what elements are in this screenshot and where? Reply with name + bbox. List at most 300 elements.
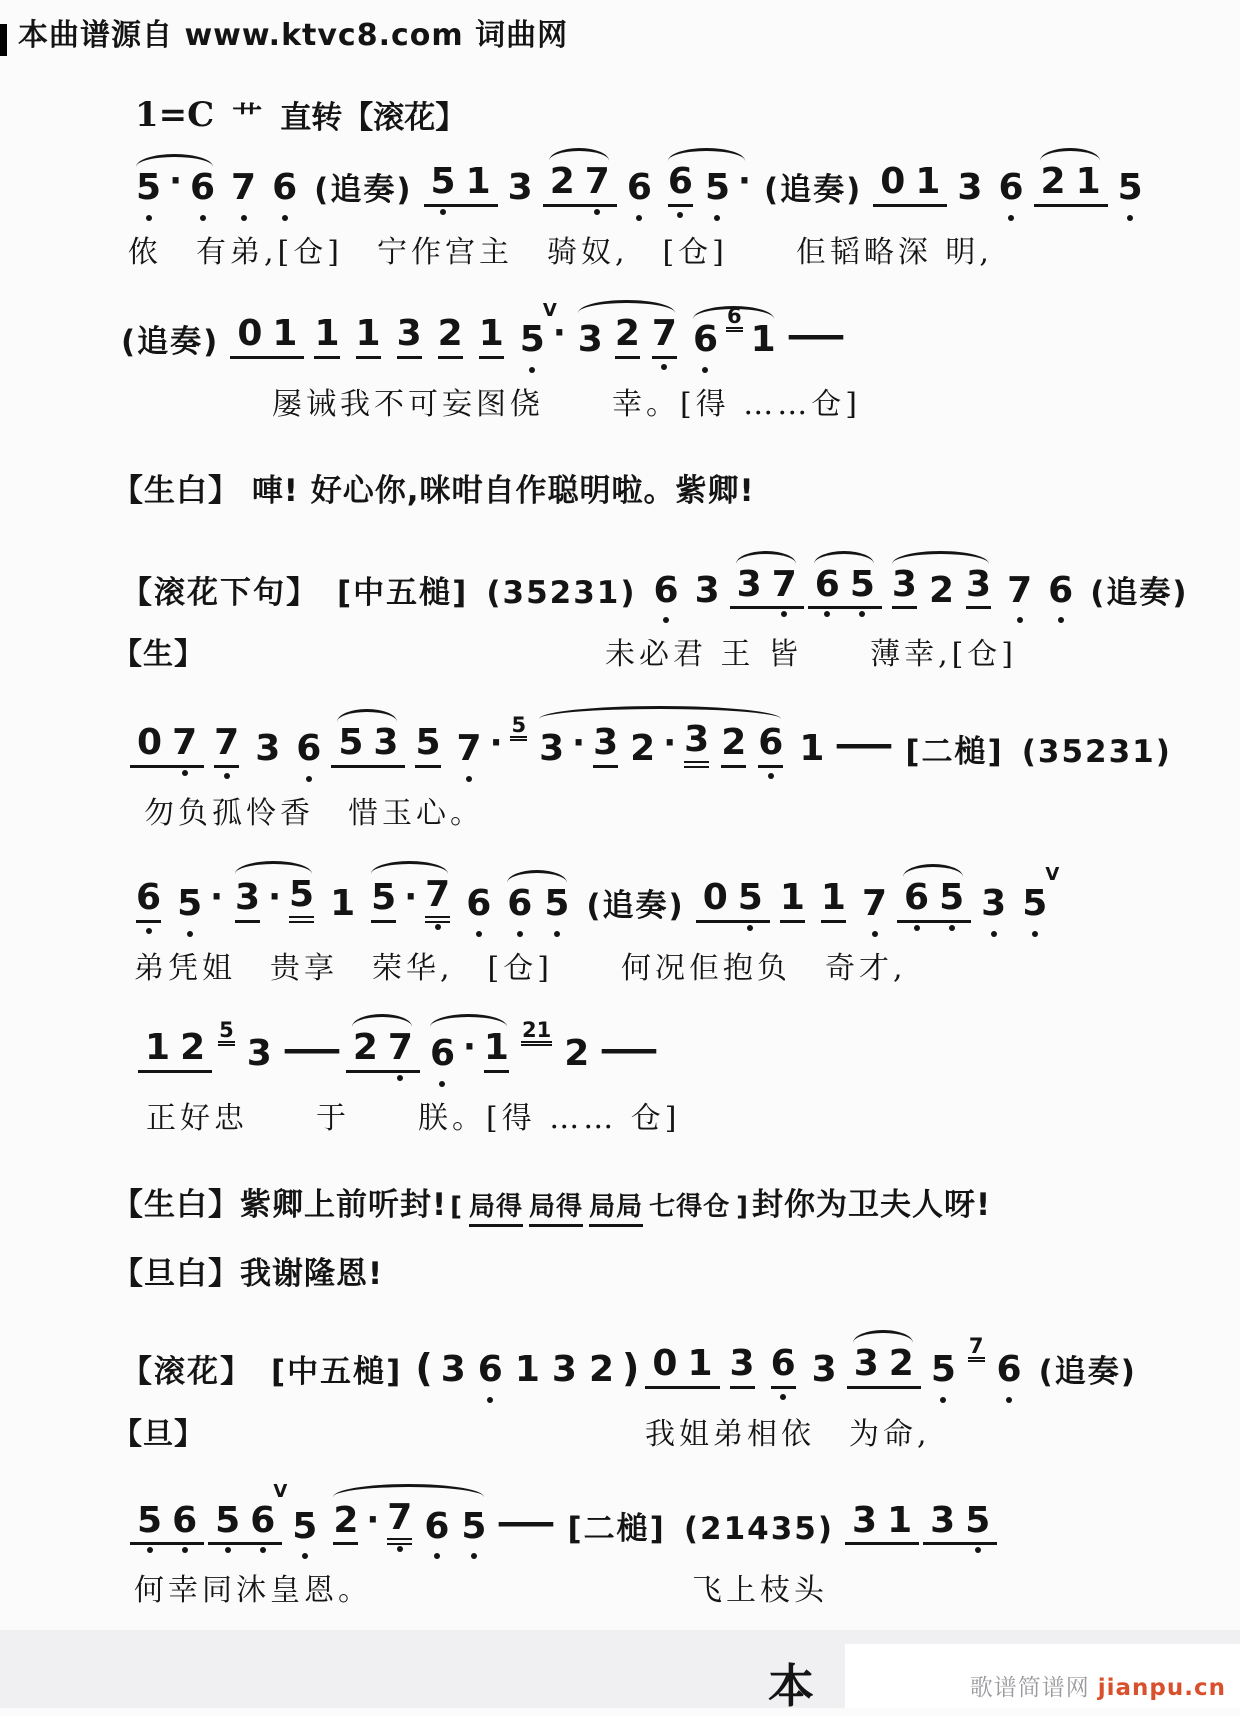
percussion-syllables: 局局	[589, 1192, 643, 1227]
note-number: 5	[415, 722, 441, 764]
note-number: 3	[373, 722, 399, 764]
note-number: 7	[861, 883, 888, 925]
note-number: 6	[814, 563, 840, 605]
music-label: [中五槌]	[337, 574, 469, 611]
note-number: 2	[180, 1026, 206, 1068]
note	[437, 312, 463, 359]
low-octave-dot	[260, 1547, 266, 1553]
low-octave-dot	[147, 1547, 153, 1553]
lyric-line-1	[128, 227, 1240, 271]
note-number: 1	[687, 1342, 713, 1384]
note	[396, 312, 422, 359]
note	[780, 879, 805, 923]
system-6	[136, 1007, 1240, 1137]
note-number: 5	[292, 1505, 318, 1547]
note	[373, 724, 398, 762]
note	[250, 1480, 288, 1541]
augmentation-dot: ·	[489, 722, 503, 763]
note-group	[925, 1348, 962, 1390]
note-number: 6	[477, 1348, 503, 1390]
note-number: 2	[352, 1026, 378, 1068]
note-group	[886, 563, 997, 611]
note-group	[130, 724, 204, 768]
dialog-text: 封你为卫夫人呀!	[751, 1186, 992, 1223]
percussion-syllables: 局得	[469, 1192, 523, 1227]
note-number: 5	[737, 877, 763, 919]
scan-edge-mark	[0, 24, 7, 56]
note	[862, 885, 887, 923]
music-label: (35231)	[1021, 733, 1172, 770]
slur	[668, 148, 745, 161]
note-number: 3	[684, 719, 710, 761]
lyric-line-6	[136, 1093, 1240, 1137]
low-octave-dot	[661, 364, 667, 370]
note-number: 6	[172, 1499, 198, 1541]
role-label: 【生】	[112, 637, 205, 673]
note-number: 3	[593, 722, 619, 764]
low-octave-dot	[554, 931, 560, 937]
note	[544, 885, 569, 923]
note-number: 1	[1075, 161, 1101, 202]
lyrics-right: 飞上枝头	[692, 1573, 828, 1609]
lyric-line-5	[128, 943, 1240, 987]
slur	[1040, 148, 1100, 161]
note	[684, 721, 709, 768]
note	[550, 163, 575, 201]
note	[811, 1348, 837, 1390]
breath-mark: V	[273, 1480, 288, 1502]
note-number: 7	[387, 1026, 413, 1068]
note	[652, 1342, 678, 1384]
note	[771, 563, 797, 605]
note-number: 5	[289, 874, 315, 916]
beam	[230, 312, 304, 359]
note-number: 6	[770, 1342, 796, 1384]
low-octave-dot	[714, 215, 720, 221]
bottom-scan-strip	[0, 1630, 1240, 1713]
note-number: 6	[424, 1505, 450, 1547]
system-2	[112, 293, 1240, 423]
low-octave-dot	[306, 776, 312, 782]
note	[415, 724, 440, 768]
note-number: 6	[727, 303, 742, 328]
note-number: 1	[483, 1026, 509, 1068]
low-octave-dot	[466, 776, 472, 782]
augmentation-dot: ·	[552, 312, 566, 353]
note-number: 7	[584, 161, 610, 202]
note-number: 5	[704, 167, 731, 208]
beam	[130, 724, 204, 768]
note-group	[208, 724, 245, 768]
note-group	[502, 169, 539, 207]
low-octave-dot	[529, 367, 535, 373]
rest-dash: —	[281, 1028, 343, 1070]
note-number: 7	[387, 1496, 413, 1538]
system-7	[112, 1323, 1240, 1453]
low-octave-dot	[1058, 617, 1064, 623]
note	[849, 563, 875, 605]
augmentation-dot: ·	[268, 877, 282, 918]
note-number: 6	[507, 883, 533, 925]
low-octave-dot	[476, 931, 482, 937]
free-meter-symbol: 艹	[232, 100, 263, 136]
low-octave-dot	[302, 1553, 308, 1559]
low-octave-dot	[636, 215, 642, 221]
source-credit: 本曲谱源自 www.ktvc8.com 词曲网	[18, 18, 569, 53]
augmentation-dot: ·	[663, 722, 677, 763]
low-octave-dot	[768, 773, 774, 779]
note-group	[391, 312, 428, 359]
music-label: [中五槌]	[271, 1354, 403, 1391]
note	[314, 312, 340, 359]
low-octave-dot	[949, 925, 955, 931]
note	[799, 730, 824, 768]
note	[1007, 569, 1033, 611]
note-group	[413, 1345, 641, 1390]
breath-mark: V	[542, 299, 557, 321]
note-number: 6	[996, 1348, 1022, 1390]
music-label: (追奏)	[1038, 1354, 1137, 1391]
augmentation-dot: ·	[404, 877, 418, 918]
note	[333, 1499, 359, 1546]
note-number: 0	[880, 161, 906, 202]
note	[190, 169, 215, 207]
grace-note: 21	[521, 1019, 552, 1046]
dialog-text: 【旦白】我谢隆恩!	[112, 1255, 384, 1292]
note-number: 7	[771, 563, 797, 605]
note	[668, 163, 693, 207]
note-number: 5	[338, 722, 364, 764]
note	[814, 563, 840, 605]
note-group	[765, 1342, 802, 1389]
slur	[578, 300, 675, 313]
low-octave-dot	[282, 215, 288, 221]
note-group	[327, 1496, 492, 1547]
key-signature: 1=C	[135, 94, 215, 135]
low-octave-dot	[146, 928, 152, 934]
note-group	[991, 1348, 1028, 1390]
note	[466, 163, 491, 201]
note-number: 3	[440, 1348, 466, 1390]
grace-note: 7	[968, 1335, 985, 1362]
note-group	[1042, 569, 1079, 611]
low-octave-dot	[440, 209, 446, 215]
note-group	[409, 724, 446, 768]
note-group	[648, 569, 685, 611]
note-number: 5	[939, 877, 965, 919]
note-group	[873, 163, 947, 207]
note	[237, 312, 263, 354]
note	[466, 885, 491, 923]
note	[214, 724, 239, 768]
note	[721, 724, 746, 768]
note	[1118, 169, 1143, 207]
note-number: 5	[215, 1499, 241, 1541]
note-group	[473, 312, 510, 359]
note-group	[689, 569, 726, 611]
note-number: 1	[145, 1026, 171, 1068]
note	[330, 885, 355, 923]
low-octave-dot	[434, 1553, 440, 1559]
note-group	[730, 563, 804, 610]
note	[289, 876, 314, 923]
music-label: (35231)	[486, 574, 637, 611]
rest-dash: —	[598, 1028, 660, 1070]
note	[457, 730, 482, 768]
note	[1022, 864, 1060, 925]
music-label: (追奏)	[314, 172, 413, 209]
note-group	[687, 303, 782, 360]
note-number: 0	[137, 722, 163, 764]
slur	[352, 1014, 412, 1027]
note-number: 5	[519, 318, 545, 360]
note-number: 3	[729, 1342, 755, 1384]
music-label: 【滚花】	[121, 1354, 253, 1391]
note	[137, 1499, 163, 1541]
note-number: 3	[694, 569, 720, 611]
note	[853, 1342, 879, 1384]
note	[172, 724, 197, 762]
note-number: 2	[721, 722, 747, 764]
note-number: 6	[429, 1032, 455, 1074]
lyrics: 未必君 王 皆 薄幸,[仓]	[605, 637, 1018, 673]
note-number: 2	[888, 1342, 914, 1384]
note-number: 7	[214, 722, 240, 764]
note-number: 1	[799, 728, 825, 770]
music-label: (追奏)	[1090, 574, 1189, 611]
note-number: 2	[437, 312, 463, 354]
music-label: (追奏)	[586, 888, 685, 925]
note-group	[572, 312, 683, 360]
note	[736, 563, 762, 605]
note-number: 5	[1022, 883, 1048, 925]
note-number: 6	[904, 877, 930, 919]
note	[758, 724, 783, 768]
low-octave-dot	[1006, 1397, 1012, 1403]
low-octave-dot	[677, 212, 683, 218]
low-octave-dot	[182, 770, 188, 776]
note-number: 7	[231, 167, 257, 208]
music-line-8	[128, 1477, 1240, 1564]
note	[694, 569, 720, 611]
augmentation-dot: ·	[572, 722, 586, 763]
note-number: 1	[314, 312, 340, 354]
low-octave-dot	[991, 931, 997, 937]
rest-dash: —	[785, 314, 847, 356]
note-group	[543, 163, 617, 207]
grace-note: 5	[510, 714, 527, 741]
note-group	[350, 312, 387, 359]
note	[292, 1505, 318, 1547]
augmentation-dot: ·	[366, 1499, 380, 1540]
note	[440, 1348, 466, 1390]
note	[888, 1342, 914, 1384]
note-number: 6	[296, 728, 322, 770]
slur	[539, 706, 781, 719]
note-number: 2	[588, 1348, 615, 1390]
breath-mark: V	[1045, 864, 1060, 886]
music-line-2	[112, 293, 1240, 377]
note-group	[432, 312, 469, 359]
spoken-line-sheng-percussion	[112, 1179, 1240, 1224]
note	[429, 1032, 455, 1074]
music-label: (追奏)	[763, 172, 863, 209]
note-group	[308, 312, 345, 359]
note-number: 6	[136, 877, 162, 919]
note-group	[845, 1499, 919, 1546]
note-group	[424, 163, 498, 207]
note-group	[696, 879, 770, 923]
note-number: 3	[736, 563, 762, 605]
dialog-text: 七得仓	[649, 1191, 731, 1222]
slur	[430, 1014, 507, 1027]
note	[477, 1348, 503, 1390]
note	[461, 1505, 487, 1547]
beam	[138, 1026, 212, 1073]
note-number: 6	[272, 167, 298, 208]
beam	[346, 1026, 420, 1073]
note-number: 6	[667, 161, 693, 202]
beam	[873, 163, 947, 207]
note	[939, 879, 964, 917]
low-octave-dot	[1032, 931, 1038, 937]
role-label: 【旦】	[112, 1416, 205, 1452]
slur	[333, 1484, 484, 1497]
music-line-6	[136, 1007, 1240, 1091]
lyric-line-4	[128, 788, 1240, 832]
note-number: 2	[614, 312, 640, 354]
note-number: 3	[981, 883, 1007, 925]
note	[930, 1348, 956, 1390]
note	[651, 312, 677, 359]
note-group	[662, 163, 753, 207]
note-group	[501, 885, 575, 923]
note	[1041, 163, 1066, 201]
note	[136, 169, 161, 207]
note-group	[225, 169, 262, 207]
spoken-line-dan	[112, 1248, 1240, 1293]
note-number: 6	[758, 722, 784, 764]
note	[887, 1499, 913, 1541]
low-octave-dot	[182, 1547, 188, 1553]
note-group	[346, 1026, 420, 1073]
note-group	[808, 563, 882, 610]
low-octave-dot	[200, 215, 206, 221]
note-group	[975, 885, 1012, 923]
note	[738, 879, 763, 917]
note-number: 3	[246, 1032, 272, 1074]
lyric-line-2	[112, 379, 1240, 423]
beam	[331, 724, 405, 768]
note-group	[847, 1342, 921, 1389]
note-group	[774, 879, 811, 923]
note-group	[815, 879, 852, 923]
low-octave-dot	[824, 611, 830, 617]
note-group	[856, 885, 893, 923]
dialog-text: ]	[736, 1191, 749, 1222]
note-number: 7	[172, 722, 198, 764]
note-number: 3	[811, 1348, 837, 1390]
note-group	[621, 169, 658, 207]
note	[770, 1342, 796, 1389]
low-octave-dot	[780, 1394, 786, 1400]
note	[519, 299, 557, 360]
low-octave-dot	[1008, 215, 1014, 221]
grace-note: 5	[218, 1019, 235, 1046]
note-number: 0	[237, 312, 263, 354]
note	[425, 876, 450, 923]
rest-dash: —	[495, 1501, 558, 1543]
note	[928, 569, 955, 611]
note-number: 5	[136, 167, 162, 208]
note	[371, 879, 396, 923]
low-octave-dot	[940, 1397, 946, 1403]
beam	[208, 1480, 288, 1546]
note-number: 1	[330, 883, 356, 925]
note	[880, 163, 905, 201]
low-octave-dot	[975, 1547, 981, 1553]
music-line-5	[128, 854, 1240, 941]
note	[431, 163, 456, 201]
music-line-3	[112, 544, 1240, 628]
note-number: 5	[461, 1505, 487, 1547]
note-group	[1034, 163, 1108, 207]
note-number: 3	[966, 563, 992, 605]
watermark-domain: jianpu.cn	[1097, 1675, 1226, 1701]
beam	[808, 563, 882, 610]
note	[577, 318, 603, 360]
note-group	[533, 721, 789, 768]
beam	[845, 1499, 919, 1546]
slur	[736, 551, 796, 564]
note-group	[451, 722, 505, 770]
note-group	[951, 169, 988, 207]
watermark	[970, 1669, 1226, 1702]
note	[387, 1496, 413, 1546]
lyrics: 何幸同沐皇恩。	[134, 1573, 372, 1609]
lyrics: 屡诫我不可妄图侥 幸。[得 ……仓]	[272, 386, 861, 422]
note	[703, 879, 728, 917]
augmentation-dot: ·	[463, 1027, 476, 1068]
dialog-text: 【生白】 唓! 好心你,咪咁自作聪明啦。紫卿!	[112, 472, 755, 509]
note	[483, 1026, 509, 1073]
note	[981, 885, 1006, 923]
note-number: 3	[577, 318, 603, 360]
low-octave-dot	[146, 215, 152, 221]
slur	[814, 551, 874, 564]
note	[705, 169, 730, 207]
beam	[730, 563, 804, 610]
note	[588, 1348, 615, 1390]
note-number: 5	[544, 883, 570, 925]
note	[338, 724, 363, 762]
low-octave-dot	[663, 617, 669, 623]
slur	[507, 870, 567, 883]
music-line-7	[112, 1323, 1240, 1407]
note	[1076, 163, 1101, 201]
note-group	[992, 169, 1029, 207]
note-group	[138, 1026, 212, 1073]
note-number: 2	[333, 1499, 359, 1541]
note-number: 1	[272, 312, 298, 354]
grace-note	[726, 305, 743, 332]
music-label: [二槌]	[567, 1510, 666, 1547]
note-group	[290, 730, 327, 768]
slur	[235, 861, 312, 874]
system-5	[128, 854, 1240, 987]
note	[821, 879, 846, 923]
note-group	[241, 1032, 278, 1074]
